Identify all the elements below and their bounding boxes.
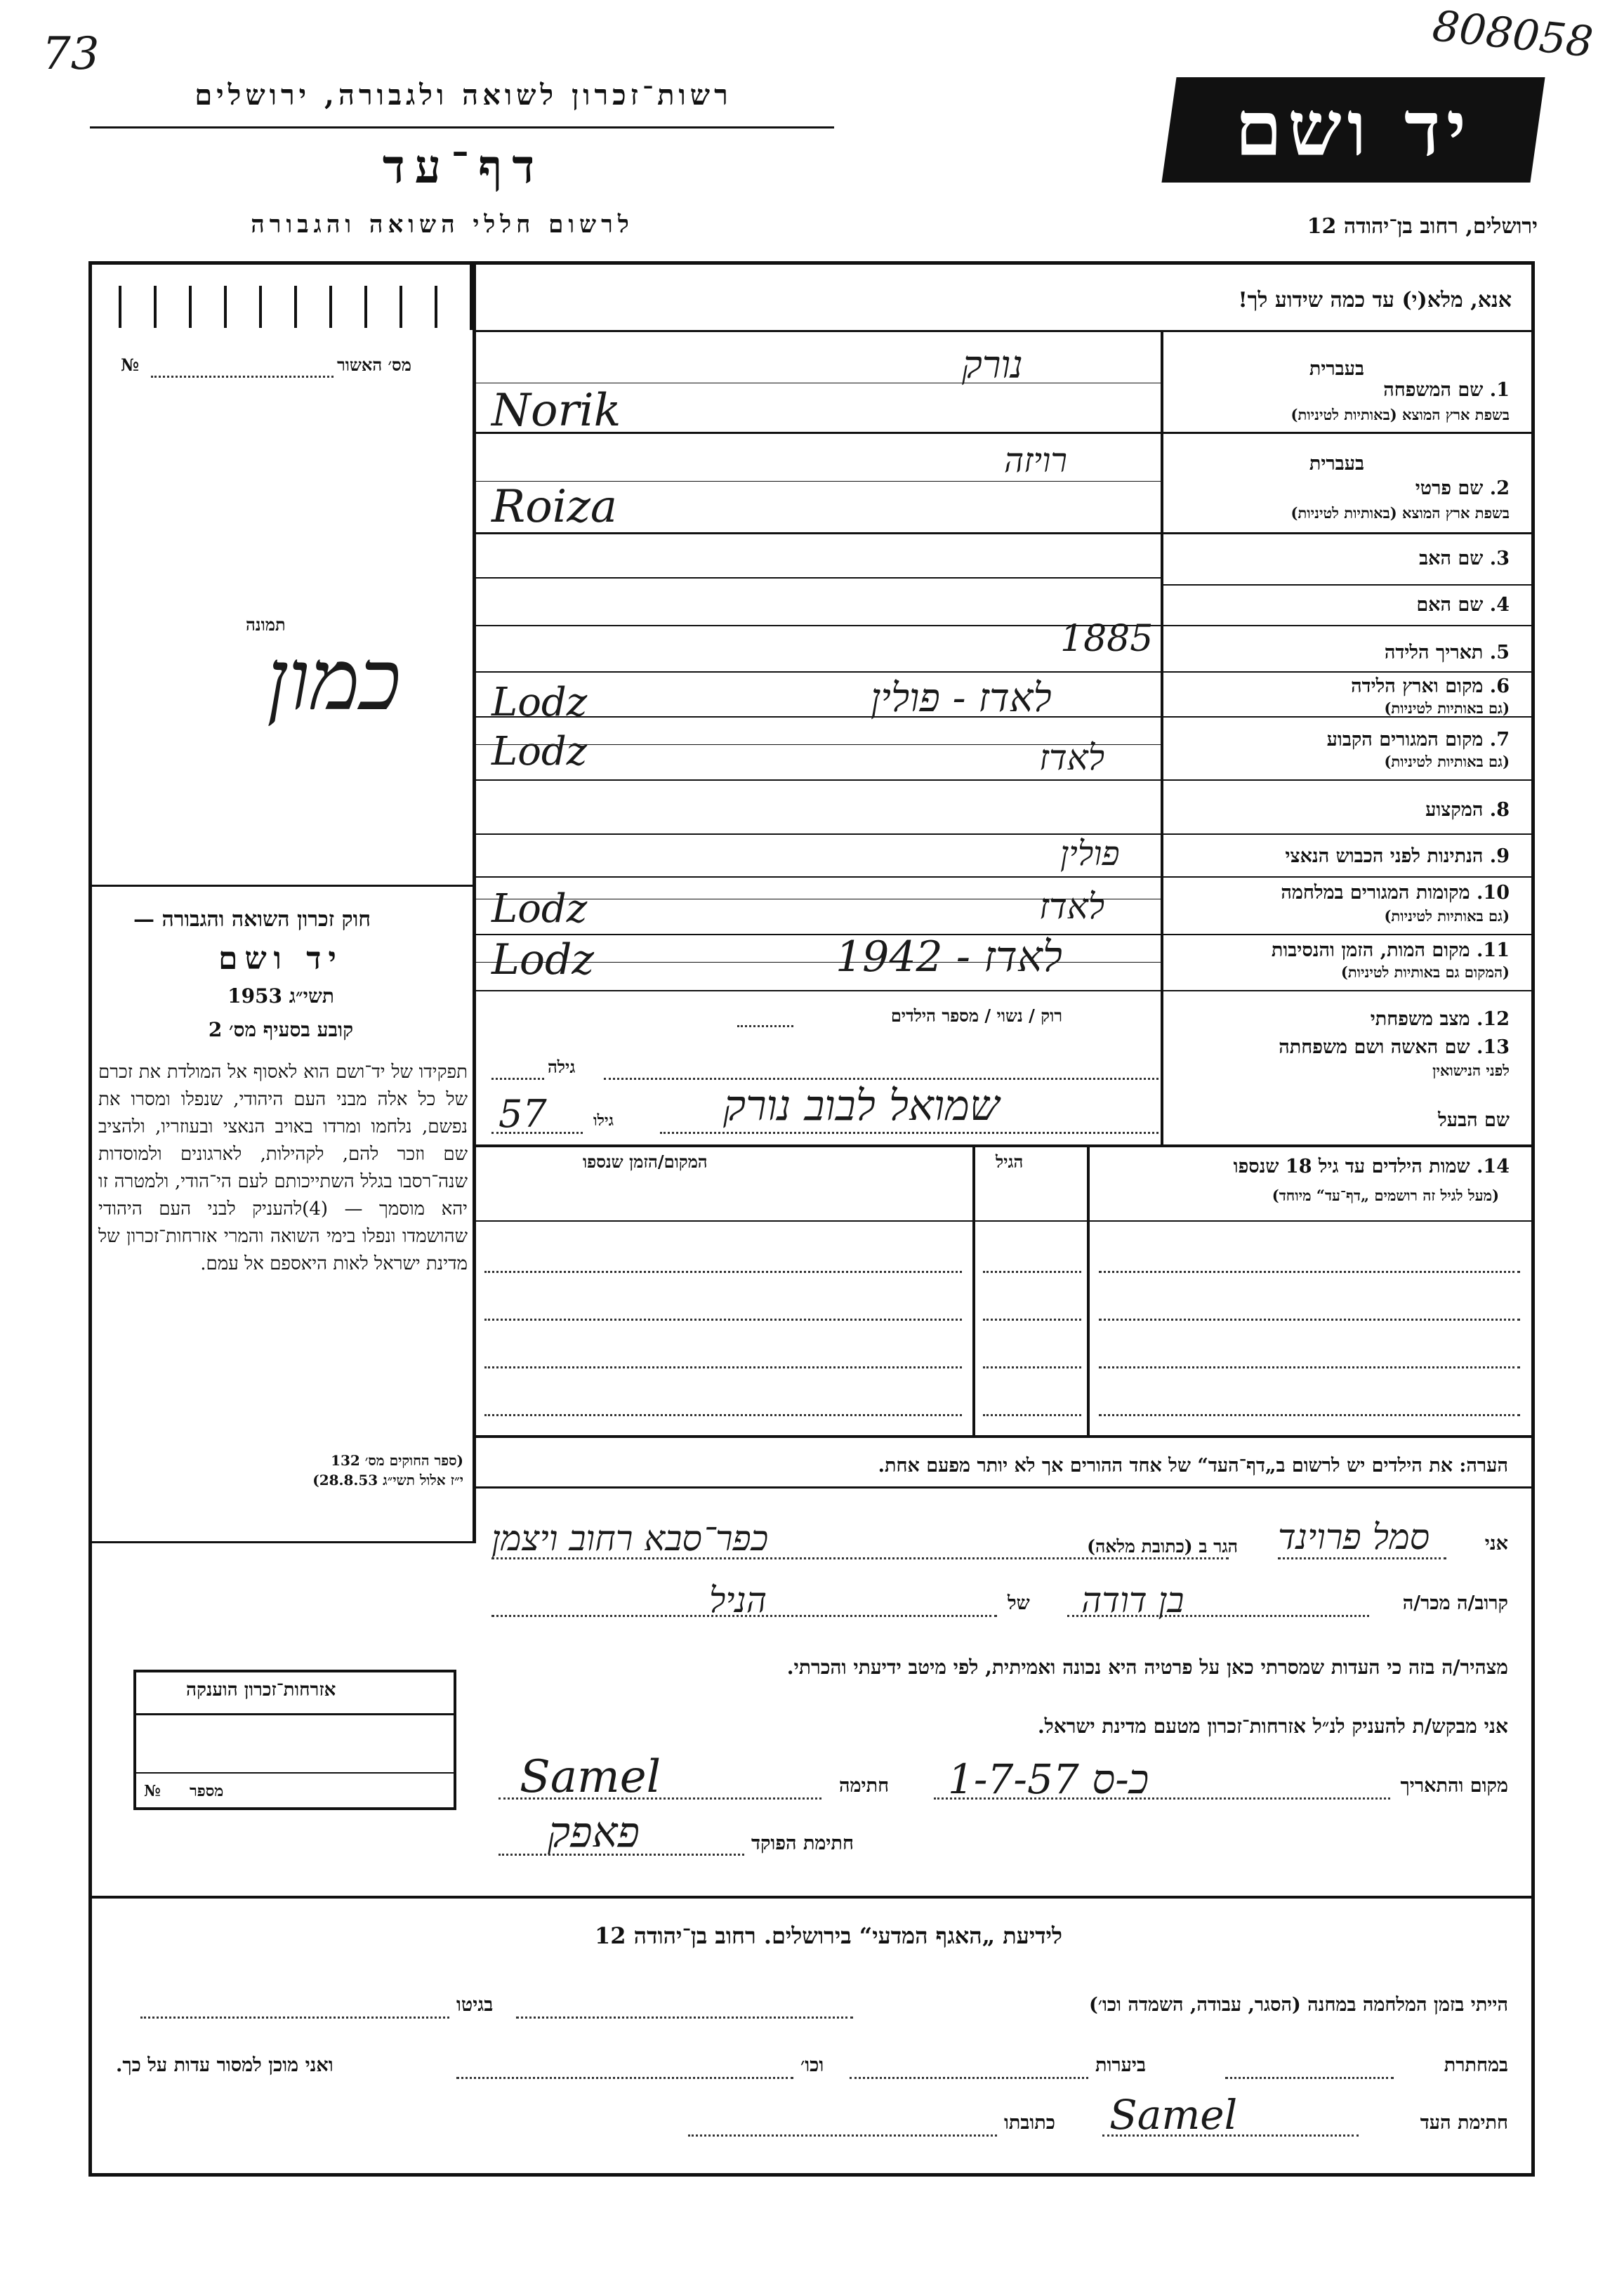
photo-label: תמונה (246, 614, 286, 635)
relation-label: קרוב/ה מכר/ה (1402, 1592, 1508, 1614)
residence-hebrew-value: לאדז (1039, 737, 1105, 778)
residence-sub-label: (גם באותיות לטיניות) (1384, 753, 1510, 770)
occupation-label: 8. המקצוע (1425, 799, 1510, 821)
citizenship-no-sign: № (144, 1782, 161, 1800)
footer-etc-label: וכו׳ (800, 2054, 824, 2076)
husband-age-value: 57 (499, 1092, 547, 1136)
declaration-request: אני מבקש/ת להעניק לנ״ל אזרחות־זכרון מטעם מדינת ישראל. (1037, 1715, 1508, 1738)
declaration-statement: מצהיר/ה בזה כי העדות שמסרתי כאן על פרטיה היא נכונה ואמיתית, לפי מיטב ידיעתי והכרתי. (786, 1656, 1508, 1679)
death-latin-value: Lodz (491, 935, 594, 984)
children-place-header: המקום/הזמן שנספו (583, 1151, 708, 1172)
war-places-sub-label: (גם באותיות לטיניות) (1384, 907, 1510, 925)
of-value: הניל (709, 1580, 767, 1621)
firstname-label: 2. שם פרטי (1415, 477, 1510, 499)
approval-no-sign: № (121, 355, 140, 375)
address-label: הגר ב (כתובת מלאה) (1087, 1536, 1238, 1557)
surname-hebrew-value: נורק (962, 343, 1023, 387)
firstname-sub-label: בשפת ארץ המוצא (באותיות לטיניות) (1290, 504, 1510, 522)
law-clause: קובע בסעיף מס׳ 2 (208, 1018, 354, 1041)
footer-underground-label: במחתרת (1444, 2054, 1508, 2076)
birth-place-hebrew-value: לאדז - פולין (871, 675, 1052, 721)
law-year: תשי״ג 1953 (227, 984, 334, 1008)
officer-signature-label: חתימת הפוקד (751, 1833, 854, 1854)
footer-notice: לידיעת „האגף המדעי“ בירושלים. רחוב בן־יהודה 12 (594, 1922, 1063, 1949)
address: ירושלים, רחוב בן־יהודה 12 (1307, 214, 1538, 239)
death-label: 11. מקום המות, הזמן והנסיבות (1271, 939, 1510, 961)
form-subtitle: לרשום חללי השואה והגבורה (251, 211, 634, 239)
tally-box (92, 265, 471, 330)
war-places-latin-value: Lodz (491, 886, 588, 932)
form-title: דף־עד (382, 139, 545, 194)
birth-place-sub-label: (גם באותיות לטיניות) (1384, 699, 1510, 717)
authority-name: רשות־זכרון לשואה ולגבורה, ירושלים (194, 79, 732, 112)
marital-options: רוק / נשוי / מספר הילדים (890, 1005, 1062, 1026)
footer-ghetto-label: בגיטו (456, 1994, 494, 2016)
photo-note: כמון (267, 632, 402, 730)
signature-label: חתימה (839, 1775, 890, 1797)
footer-witness-sig-value: Samel (1109, 2091, 1238, 2139)
residence-label: 7. מקום המגורים הקבוע (1326, 729, 1510, 751)
children-age-header: הגיל (996, 1151, 1024, 1172)
nationality-value: פולין (1060, 834, 1120, 873)
surname-sub-label: בשפת ארץ המוצא (באותיות לטיניות) (1290, 406, 1510, 423)
footer-forests-label: ביערות (1095, 2054, 1147, 2076)
declarant-label: אני (1484, 1533, 1508, 1555)
law-ref-2: י״ז אלול תשי״ג 28.8.53) (312, 1472, 463, 1489)
mother-name-label: 4. שם האם (1416, 594, 1510, 616)
in-hebrew-label-2: בעברית (1309, 453, 1364, 475)
children-label: 14. שמות הילדים עד גיל 18 שנספו (1233, 1156, 1510, 1177)
address-value: כפר־סבא רחוב ויצמן (491, 1518, 769, 1559)
law-body: תפקידו של יד־ושם הוא לאסוף אל המולדת את זכרם של כל אלה מבני העם היהודי, שנפלו ומסרו את נפשם, נלחמו ומרדו באויב הנאצי ובעוזריו, ולהציב שם וזכר להם, לקהילות, לארגונים ולמוסדות שנה־רסבו בגלל השתייכותם לעם הי־הודי, ולמטרה זו יהא מוסמך — (4)להעניק לבני העם היהודי שהושמדו ונפלו בימי השואה והמרי אזרחות־זכרון של מדינת ישראל לאות היאספם אל עמם. (98, 1062, 468, 1274)
place-date-value: כ-ס 1-7-57 (948, 1755, 1149, 1803)
in-hebrew-label-1: בעברית (1309, 358, 1364, 380)
surname-latin-value: Norik (491, 385, 621, 437)
father-name-label: 3. שם האב (1419, 548, 1510, 569)
logo-text: יד ושם (1234, 85, 1472, 173)
of-label: של (1008, 1592, 1030, 1614)
marital-status-label: 12. מצב משפחתי (1370, 1008, 1510, 1030)
birth-year-value: 1885 (1060, 618, 1154, 660)
wife-name-label: 13. שם האשה ושם משפחתה (1279, 1036, 1510, 1058)
footer-address-label: כתובתו (1004, 2112, 1055, 2134)
firstname-hebrew-value: רויזה (1004, 441, 1067, 480)
wife-name-sub-label: לפני הנישואין (1432, 1062, 1510, 1079)
wife-age-label: גילה (548, 1057, 576, 1077)
husband-name-value: שמואל לבוב נורק (723, 1081, 1000, 1130)
death-hebrew-value: לאדז - 1942 (836, 932, 1062, 982)
war-places-hebrew-value: לאדז (1039, 886, 1105, 927)
birth-place-latin-value: Lodz (491, 680, 588, 725)
war-places-label: 10. מקומות המגורים במלחמה (1281, 882, 1510, 904)
husband-label: שם הבעל (1438, 1109, 1510, 1131)
officer-signature-value: פאפק (548, 1808, 640, 1857)
husband-age-label: גילו (593, 1111, 614, 1130)
signature-value: Samel (520, 1751, 661, 1803)
intro-text: אנא, מלא(י) עד כמה שידוע לך! (1238, 288, 1512, 312)
nationality-label: 9. הנתינות לפני הכבוש הנאצי (1285, 845, 1510, 867)
citizenship-box-title: אזרחות־זכרון הוענקה (186, 1679, 336, 1701)
approval-label: מס׳ האשור (337, 355, 411, 375)
law-ref-1: (ספר החוקים מס׳ 132 (331, 1452, 463, 1469)
residence-latin-value: Lodz (491, 729, 588, 774)
declarant-value: סמל פרוינד (1278, 1517, 1430, 1557)
surname-label: 1. שם המשפחה (1383, 379, 1510, 401)
document-number: 808058 (1430, 1, 1596, 67)
footer-camp-label: הייתי בזמן המלחמה במחנה (הסגר, עבודה, השמדה וכו׳) (1089, 1994, 1508, 2016)
law-title: חוק זכרון השואה והגבורה — (133, 907, 371, 932)
law-name: יד ושם (218, 941, 343, 977)
note-text: הערה: את הילדים יש לרשום ב„דף־העד“ של אחד ההורים אך לא יותר מפעם אחת. (878, 1455, 1508, 1477)
citizenship-number-label: מספר (190, 1782, 224, 1800)
death-sub-label: (המקום גם באותיות לטיניות) (1340, 963, 1510, 981)
children-sub-label: (מעל לגיל זה רושמים „דף־עד“ מיוחד) (1272, 1187, 1499, 1204)
footer-witness-sig-label: חתימת העד (1420, 2112, 1508, 2134)
place-date-label: מקום והתאריך (1400, 1775, 1508, 1797)
birth-place-label: 6. מקום וארץ הלידה (1351, 675, 1510, 697)
firstname-latin-value: Roiza (491, 481, 618, 533)
sheet-number: 73 (42, 28, 100, 80)
footer-ready-label: ואני מוכן למסור עדות על כך. (116, 2054, 334, 2076)
relation-value: בן דודה (1081, 1580, 1184, 1621)
birth-date-label: 5. תאריך הלידה (1384, 642, 1510, 664)
